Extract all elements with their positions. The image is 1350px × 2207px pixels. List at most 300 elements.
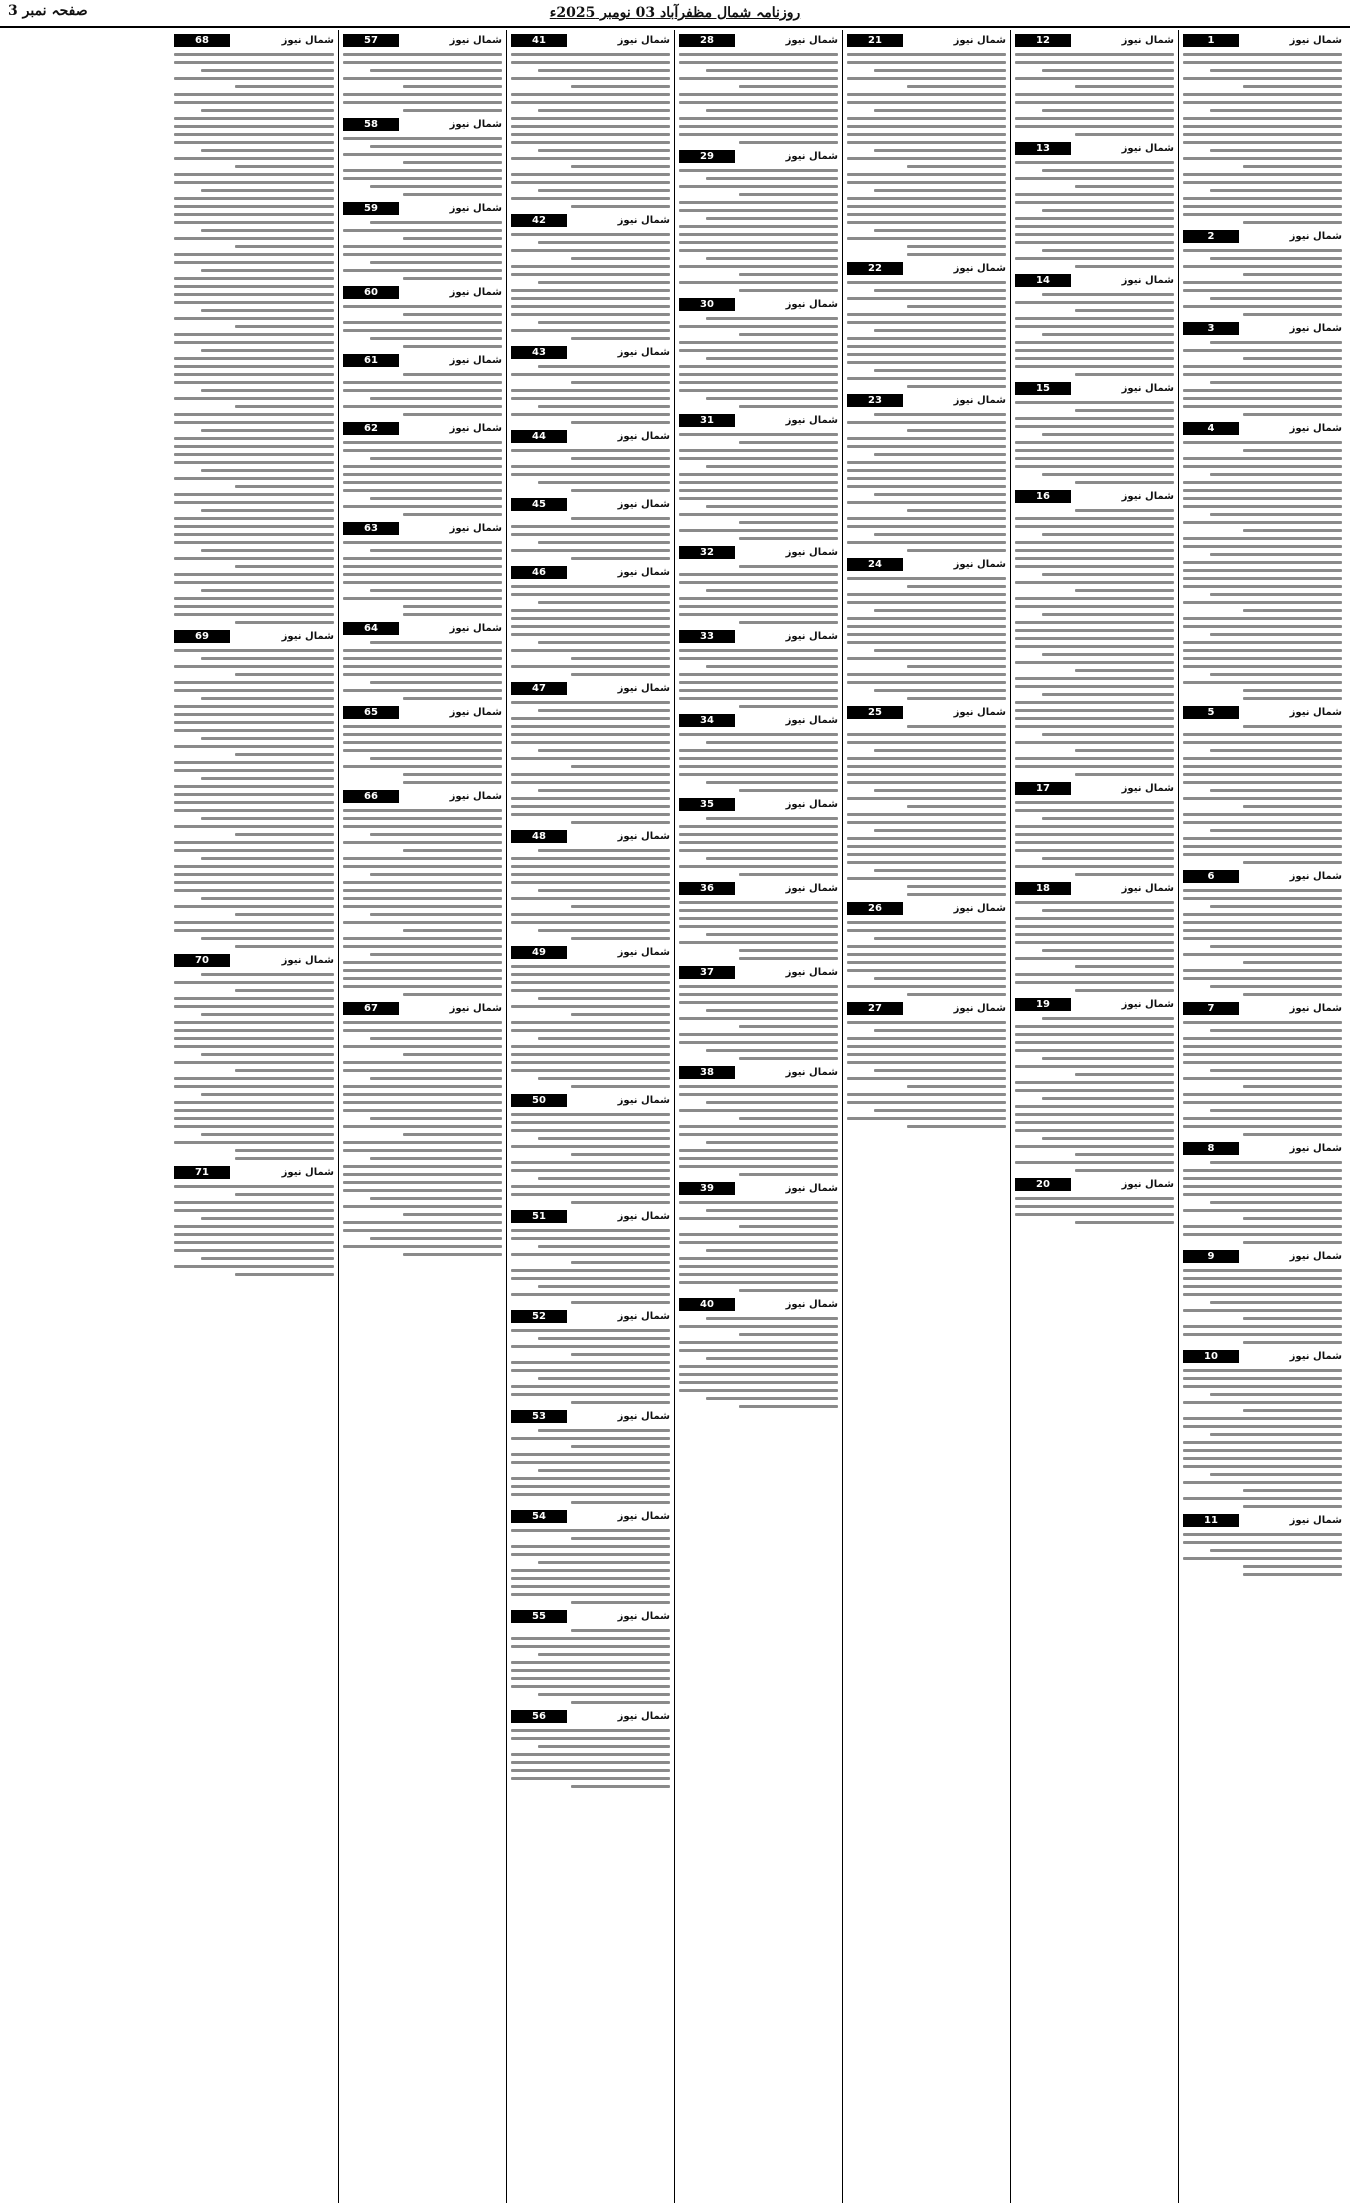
text-line (679, 265, 838, 268)
text-line (235, 1069, 334, 1072)
news-item (1015, 380, 1174, 484)
news-label: شمال نیوز (1121, 143, 1174, 154)
text-line (343, 481, 502, 484)
text-line (874, 369, 1006, 372)
text-line (511, 1493, 670, 1496)
news-number-badge: 26 (847, 902, 903, 915)
text-line (1075, 1221, 1174, 1224)
news-item (847, 704, 1006, 896)
news-item-header (679, 880, 838, 897)
text-line (511, 549, 670, 552)
text-line (1183, 1417, 1342, 1420)
news-item-body (343, 640, 502, 700)
text-line (538, 709, 670, 712)
news-number-badge: 35 (679, 798, 735, 811)
text-line (679, 841, 838, 844)
text-line (511, 665, 670, 668)
text-line (739, 1025, 838, 1028)
news-item-header (511, 1408, 670, 1425)
text-line (1042, 693, 1174, 696)
news-item-header (1015, 32, 1174, 49)
text-line (403, 929, 502, 932)
text-line (235, 165, 334, 168)
text-line (511, 1485, 670, 1488)
text-line (1183, 101, 1342, 104)
news-number-badge: 55 (511, 1610, 567, 1623)
text-line (1243, 165, 1342, 168)
news-label: شمال نیوز (1121, 999, 1174, 1010)
news-number-badge: 6 (1183, 870, 1239, 883)
text-line (1015, 825, 1174, 828)
text-line (1075, 309, 1174, 312)
text-line (679, 433, 838, 436)
text-line (343, 673, 502, 676)
text-line (511, 1569, 670, 1572)
news-item-header (174, 628, 334, 645)
text-line (1015, 341, 1174, 344)
news-number-badge: 18 (1015, 882, 1071, 895)
text-line (1183, 397, 1342, 400)
news-label: شمال نیوز (785, 631, 838, 642)
text-line (511, 1253, 670, 1256)
text-line (343, 61, 502, 64)
text-line (739, 1333, 838, 1336)
text-line (679, 1217, 838, 1220)
text-line (201, 1257, 334, 1260)
text-line (1015, 597, 1174, 600)
text-line (1015, 833, 1174, 836)
text-line (1210, 1473, 1342, 1476)
news-number-badge: 69 (174, 630, 230, 643)
news-number-badge: 45 (511, 498, 567, 511)
news-item (847, 392, 1006, 552)
text-line (343, 465, 502, 468)
text-line (1042, 209, 1174, 212)
text-line (1183, 1481, 1342, 1484)
text-line (847, 845, 1006, 848)
text-line (1183, 1061, 1342, 1064)
news-item-header (174, 952, 334, 969)
news-item (1183, 1512, 1342, 1576)
text-line (1210, 109, 1342, 112)
news-column (338, 30, 506, 2203)
text-line (1183, 205, 1342, 208)
text-line (679, 925, 838, 928)
news-item-header (1183, 1512, 1342, 1529)
text-line (174, 785, 334, 788)
text-line (1183, 929, 1342, 932)
news-item-body (343, 808, 502, 996)
text-line (1042, 857, 1174, 860)
text-line (1183, 125, 1342, 128)
text-line (1183, 497, 1342, 500)
text-line (201, 109, 334, 112)
text-line (739, 565, 838, 568)
news-label: شمال نیوز (617, 947, 670, 958)
text-line (1210, 985, 1342, 988)
text-line (1183, 1385, 1342, 1388)
text-line (1210, 673, 1342, 676)
text-line (571, 165, 670, 168)
news-label: شمال نیوز (1121, 491, 1174, 502)
news-number-badge: 24 (847, 558, 903, 571)
text-line (679, 185, 838, 188)
text-line (538, 1137, 670, 1140)
text-line (1183, 281, 1342, 284)
text-line (1183, 577, 1342, 580)
news-label: شمال نیوز (617, 499, 670, 510)
text-line (706, 1049, 838, 1052)
text-line (370, 1237, 502, 1240)
text-line (511, 649, 670, 652)
news-item-body (1015, 400, 1174, 484)
news-label: شمال نیوز (617, 1311, 670, 1322)
text-line (706, 589, 838, 592)
text-line (679, 489, 838, 492)
text-line (201, 737, 334, 740)
text-line (1183, 1125, 1342, 1128)
news-label: شمال نیوز (1289, 1143, 1342, 1154)
news-item-header (511, 496, 670, 513)
text-line (874, 937, 1006, 940)
text-line (403, 1213, 502, 1216)
text-line (1210, 473, 1342, 476)
text-line (174, 381, 334, 384)
text-line (235, 1149, 334, 1152)
text-line (370, 1117, 502, 1120)
text-line (874, 789, 1006, 792)
news-item-body (1015, 160, 1174, 268)
news-item-body (343, 540, 502, 616)
news-item (343, 352, 502, 416)
text-line (1183, 457, 1342, 460)
text-line (343, 53, 502, 56)
text-line (847, 985, 1006, 988)
text-line (343, 441, 502, 444)
text-line (538, 189, 670, 192)
text-line (511, 1061, 670, 1064)
text-line (235, 913, 334, 916)
text-line (174, 1249, 334, 1252)
text-line (174, 613, 334, 616)
text-line (706, 1397, 838, 1400)
text-line (1042, 433, 1174, 436)
text-line (343, 1101, 502, 1104)
news-item (174, 32, 334, 624)
text-line (370, 873, 502, 876)
text-line (739, 441, 838, 444)
text-line (907, 993, 1006, 996)
text-line (343, 565, 502, 568)
news-item-body (511, 52, 670, 208)
news-item (511, 344, 670, 424)
text-line (847, 1093, 1006, 1096)
text-line (343, 961, 502, 964)
text-line (1015, 581, 1174, 584)
text-line (706, 1009, 838, 1012)
text-line (1183, 657, 1342, 660)
news-label: شمال نیوز (1289, 707, 1342, 718)
text-line (511, 265, 670, 268)
text-line (1015, 441, 1174, 444)
news-column (1010, 30, 1178, 2203)
text-line (511, 913, 670, 916)
text-line (174, 849, 334, 852)
news-label: شمال نیوز (1121, 1179, 1174, 1190)
news-item-header (679, 32, 838, 49)
text-line (235, 85, 334, 88)
news-item (511, 1092, 670, 1204)
text-line (511, 1345, 670, 1348)
text-line (1015, 709, 1174, 712)
text-line (511, 1729, 670, 1732)
text-line (174, 1037, 334, 1040)
news-label: شمال نیوز (785, 1299, 838, 1310)
text-line (1183, 373, 1342, 376)
text-line (1015, 193, 1174, 196)
text-line (511, 1529, 670, 1532)
text-line (174, 1233, 334, 1236)
news-item (679, 412, 838, 540)
text-line (403, 1053, 502, 1056)
text-line (343, 597, 502, 600)
news-item (174, 952, 334, 1160)
text-line (343, 817, 502, 820)
text-line (511, 1277, 670, 1280)
text-line (907, 1125, 1006, 1128)
text-line (1015, 117, 1174, 120)
news-number-badge: 62 (343, 422, 399, 435)
text-line (538, 641, 670, 644)
text-line (343, 1045, 502, 1048)
text-line (1183, 853, 1342, 856)
news-item (679, 1296, 838, 1408)
text-line (511, 1021, 670, 1024)
text-line (679, 597, 838, 600)
text-line (679, 573, 838, 576)
text-line (679, 349, 838, 352)
text-line (538, 149, 670, 152)
text-line (174, 365, 334, 368)
text-line (571, 1201, 670, 1204)
text-line (1183, 813, 1342, 816)
text-line (1210, 69, 1342, 72)
text-line (739, 957, 838, 960)
news-number-badge: 5 (1183, 706, 1239, 719)
text-line (679, 1157, 838, 1160)
text-line (1015, 325, 1174, 328)
text-line (1243, 1565, 1342, 1568)
text-line (1183, 897, 1342, 900)
text-line (847, 157, 1006, 160)
text-line (511, 1393, 670, 1396)
text-line (201, 269, 334, 272)
news-number-badge: 7 (1183, 1002, 1239, 1015)
news-number-badge: 27 (847, 1002, 903, 1015)
news-label: شمال نیوز (785, 883, 838, 894)
news-item-body (679, 564, 838, 624)
news-item (847, 1000, 1006, 1128)
news-item-header (1183, 1248, 1342, 1265)
news-item-body (679, 432, 838, 540)
text-line (343, 1149, 502, 1152)
text-line (1183, 537, 1342, 540)
text-line (847, 1101, 1006, 1104)
text-line (1210, 553, 1342, 556)
news-item-header (511, 1308, 670, 1325)
text-line (538, 997, 670, 1000)
text-line (1243, 861, 1342, 864)
text-line (174, 889, 334, 892)
text-line (874, 869, 1006, 872)
text-line (847, 773, 1006, 776)
text-line (1015, 225, 1174, 228)
news-item (679, 1180, 838, 1292)
news-number-badge: 22 (847, 262, 903, 275)
news-item-body (511, 964, 670, 1088)
text-line (174, 981, 334, 984)
text-line (174, 1021, 334, 1024)
news-number-badge: 71 (174, 1166, 230, 1179)
text-line (1183, 1193, 1342, 1196)
text-line (174, 997, 334, 1000)
news-item-header (511, 944, 670, 961)
news-label: شمال نیوز (617, 831, 670, 842)
text-line (1042, 169, 1174, 172)
news-item (847, 900, 1006, 996)
text-line (847, 657, 1006, 660)
news-label: شمال نیوز (953, 559, 1006, 570)
text-line (706, 665, 838, 668)
news-label: شمال نیوز (449, 287, 502, 298)
text-line (235, 673, 334, 676)
text-line (1015, 661, 1174, 664)
text-line (679, 1325, 838, 1328)
text-line (706, 1141, 838, 1144)
text-line (1183, 781, 1342, 784)
text-line (511, 1645, 670, 1648)
text-line (511, 1637, 670, 1640)
news-item-header (511, 1708, 670, 1725)
text-line (1015, 645, 1174, 648)
news-item (1015, 780, 1174, 876)
text-line (847, 861, 1006, 864)
text-line (511, 329, 670, 332)
text-line (1210, 257, 1342, 260)
news-item-header (1015, 272, 1174, 289)
text-line (847, 525, 1006, 528)
text-line (201, 1093, 334, 1096)
text-line (511, 1121, 670, 1124)
text-line (511, 141, 670, 144)
text-line (1042, 333, 1174, 336)
text-line (1210, 633, 1342, 636)
text-line (679, 101, 838, 104)
text-line (847, 929, 1006, 932)
text-line (571, 1153, 670, 1156)
text-line (343, 229, 502, 232)
text-line (174, 357, 334, 360)
text-line (1243, 85, 1342, 88)
news-item-header (679, 296, 838, 313)
text-line (679, 1281, 838, 1284)
text-line (1015, 621, 1174, 624)
news-item-header (511, 1608, 670, 1625)
text-line (511, 857, 670, 860)
news-item (679, 1064, 838, 1176)
text-line (874, 493, 1006, 496)
text-line (1015, 957, 1174, 960)
news-item-body (343, 136, 502, 196)
text-line (571, 1401, 670, 1404)
text-line (343, 1061, 502, 1064)
news-item (1015, 996, 1174, 1172)
news-label: شمال نیوز (281, 35, 334, 46)
text-line (174, 53, 334, 56)
text-line (1015, 1197, 1174, 1200)
text-line (538, 1561, 670, 1564)
text-line (739, 873, 838, 876)
text-line (343, 253, 502, 256)
news-item (174, 1164, 334, 1276)
text-line (511, 1269, 670, 1272)
text-line (538, 1653, 670, 1656)
news-label: شمال نیوز (449, 523, 502, 534)
text-line (1015, 717, 1174, 720)
news-label: شمال نیوز (617, 347, 670, 358)
text-line (1210, 189, 1342, 192)
text-line (343, 77, 502, 80)
text-line (571, 937, 670, 940)
text-line (739, 193, 838, 196)
news-number-badge: 41 (511, 34, 567, 47)
text-line (511, 533, 670, 536)
news-label: شمال نیوز (617, 1211, 670, 1222)
text-line (174, 581, 334, 584)
text-line (1042, 817, 1174, 820)
news-item-body (847, 412, 1006, 552)
news-column (506, 30, 674, 2203)
text-line (1042, 69, 1174, 72)
text-line (847, 733, 1006, 736)
text-line (907, 665, 1006, 668)
news-label: شمال نیوز (617, 215, 670, 226)
text-line (847, 213, 1006, 216)
text-line (511, 609, 670, 612)
text-line (511, 1029, 670, 1032)
text-line (847, 853, 1006, 856)
text-line (1183, 1541, 1342, 1544)
text-line (201, 69, 334, 72)
news-number-badge: 42 (511, 214, 567, 227)
text-line (511, 1361, 670, 1364)
text-line (1183, 845, 1342, 848)
text-line (679, 1273, 838, 1276)
text-line (343, 649, 502, 652)
text-line (343, 153, 502, 156)
news-number-badge: 70 (174, 954, 230, 967)
news-item-body (847, 576, 1006, 700)
text-line (706, 1209, 838, 1212)
news-item-header (847, 32, 1006, 49)
text-line (235, 485, 334, 488)
text-line (1075, 1153, 1174, 1156)
text-line (511, 897, 670, 900)
text-line (679, 1033, 838, 1036)
text-line (201, 897, 334, 900)
text-line (571, 557, 670, 560)
text-line (511, 1045, 670, 1048)
